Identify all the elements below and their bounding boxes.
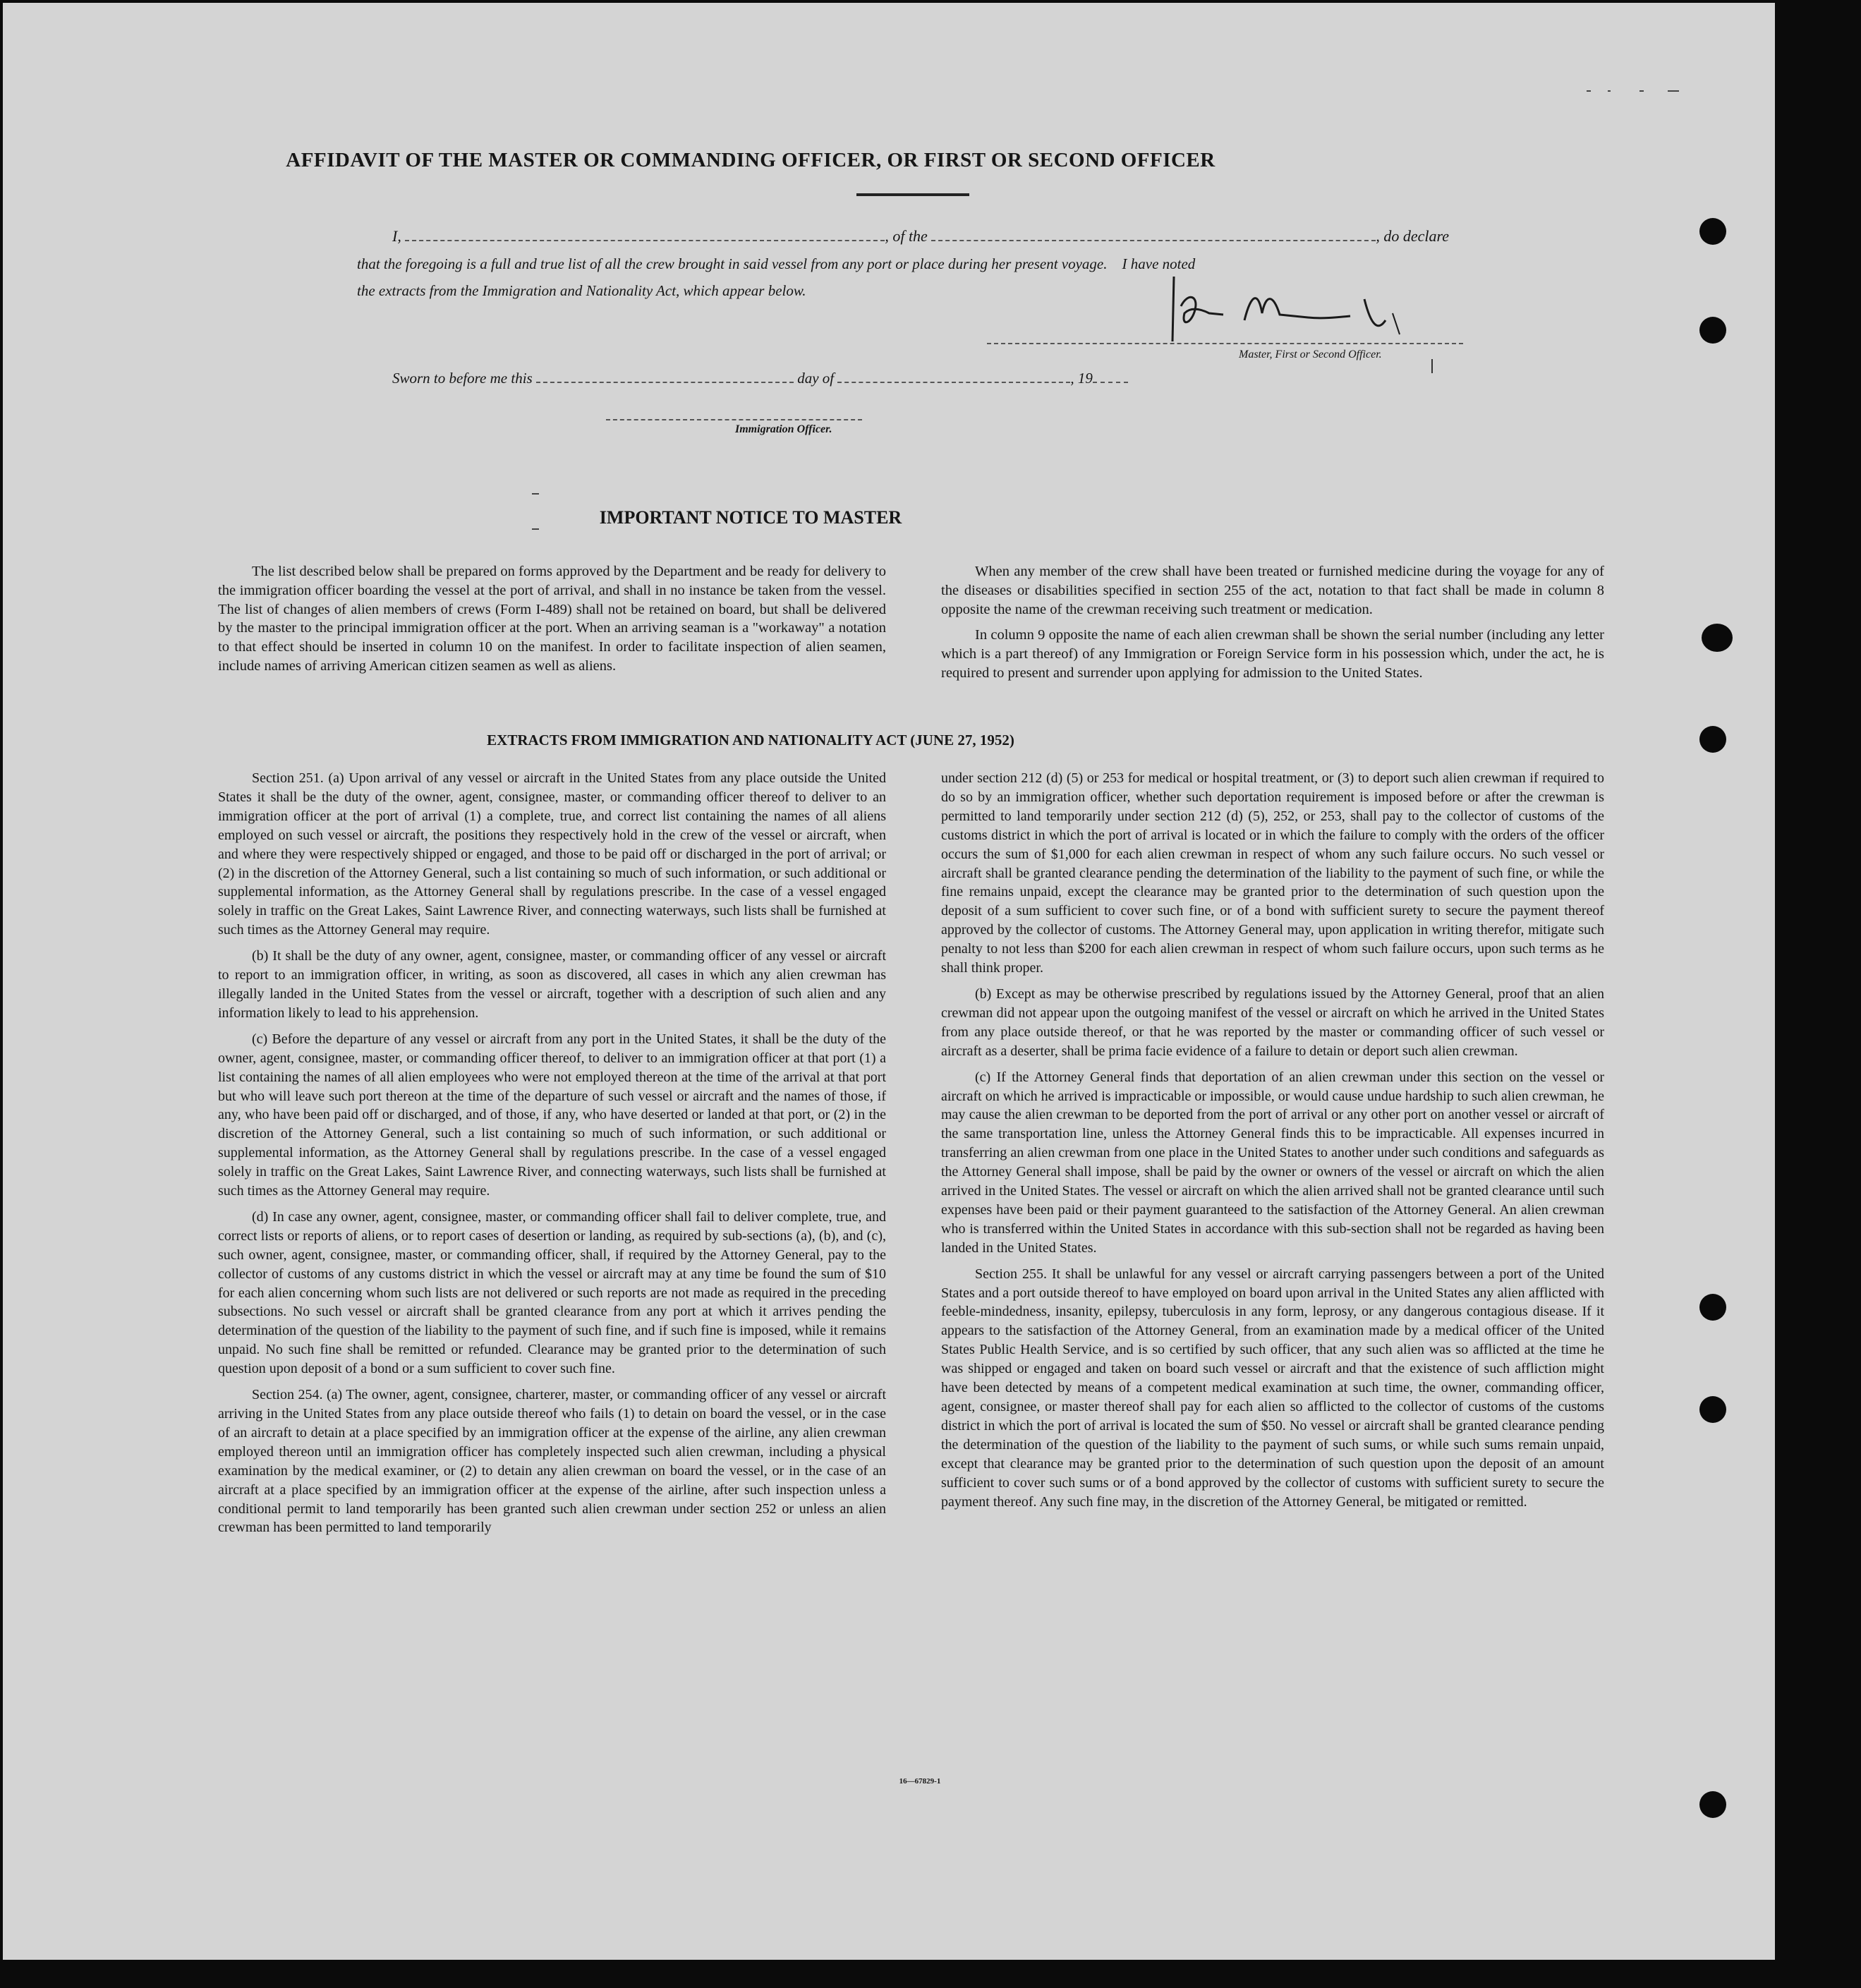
extract-paragraph: Section 255. It shall be unlawful for any vessel or aircraft carrying passengers between a port of the United States and a port outside thereof to have employed on board upon arrival in the United States any alien afflicted with feeble-mindedness, insanity, epilepsy, tuberculosis in any form, leprosy, or any dangerous contagious disease. If it appears to the satisfaction of the Attorney General, from an examination made by a medical officer of the United States Public Health Service, and is so certified by such officer, that any such alien was so afflicted at the time he was shipped or engaged and taken on board such vessel or aircraft and that the existence of such affliction might have been detected by means of a competent medical examination at such time, the owner, commanding officer, agent, consignee, or master thereof shall pay for each alien so afflicted to the collector of customs of the customs district in which the port of arrival is located the sum of $50. No vessel or aircraft shall be granted clearance pending the determination of the question of the liability to the payment of such sums, or while such sums remain unpaid, except that clearance may be granted prior to the determination of such question upon the deposit of an amount sufficient to cover such sums or of a bond approved by the collector of customs with sufficient surety to secure the payment thereof. Any such fine may, in the discretion of the Attorney General, be mitigated or remitted. xyxy=(941,1266,1604,1510)
master-signature xyxy=(1160,271,1470,348)
master-signature-line[interactable] xyxy=(987,343,1463,344)
notice-paragraph: In column 9 opposite the name of each alien crewman shall be shown the serial number (including any letter which is a part thereof) of any Immigration or Foreign Service form in his possession which, under the act, he is required to present and surrender upon applying for admission to the United States. xyxy=(941,627,1604,681)
extract-paragraph: (b) Except as may be otherwise prescribed by regulations issued by the Attorney General, proof that an alien crewman did not appear upon the outgoing manifest of the vessel or aircraft on which he arrived in the United States from any place outside thereof, or that he was reported by the master or commanding officer of such vessel or aircraft as a deserter, shall be prima facie evidence of a failure to detain or deport such alien crewman. xyxy=(941,986,1604,1059)
speck xyxy=(1639,90,1644,92)
extract-paragraph: (c) Before the departure of any vessel or aircraft from any port in the United States, it shall be the duty of the owner, agent, consignee, master, or commanding officer thereof, to deliver to an immigration officer at that port (1) a list containing the names of all alien employees who were not employed thereon at the time of the arrival at that port but who will leave such port thereon at the time of the departure of such vessel or aircraft and the names of those, if any, who have been paid off or discharged, and of those, if any, who have deserted or landed at that port, or (2) in the discretion of the Attorney General, such a list containing so much of such information, or such additional or supplemental information, as the Attorney General shall by regulations prescribe. In the case of a vessel engaged solely in traffic on the Great Lakes, Saint Lawrence River, and connecting waterways, such lists shall be furnished at such times as the Attorney General may require. xyxy=(218,1031,886,1199)
margin-mark xyxy=(532,493,539,495)
notice-right-column xyxy=(941,562,1604,690)
affidavit-line-1 xyxy=(392,227,1449,246)
i-label: I, xyxy=(392,227,401,245)
affidavit-title: AFFIDAVIT OF THE MASTER OR COMMANDING OFFICER, OR FIRST OR SECOND OFFICER xyxy=(286,149,1216,171)
extract-paragraph: Section 251. (a) Upon arrival of any vessel or aircraft in the United States from any place outside the United States it shall be the duty of the owner, agent, consignee, master, or commanding officer thereof to deliver to an immigration officer at the port of arrival (1) a complete, true, and correct list containing the names of all aliens employed on such vessel or aircraft, the positions they respectively hold in the crew of the vessel or aircraft, when and where they were respectively shipped or engaged, and those to be paid off or discharged in the port of arrival; or (2) in the discretion of the Attorney General, such a list containing so much of such information, or such additional or supplemental information, as the Attorney General shall by regulations prescribe. In the case of a vessel engaged solely in traffic on the Great Lakes, Saint Lawrence River, and connecting waterways, such lists shall be furnished at such times as the Attorney General may require. xyxy=(218,770,886,938)
master-label: Master, First or Second Officer. xyxy=(1239,348,1382,360)
extracts-title: EXTRACTS FROM IMMIGRATION AND NATIONALITY ACT (JUNE 27, 1952) xyxy=(487,732,1014,748)
title-rule xyxy=(856,193,969,196)
officer-signature-line[interactable] xyxy=(606,419,862,420)
sworn-line xyxy=(392,370,1128,387)
notice-title: IMPORTANT NOTICE TO MASTER xyxy=(599,507,902,528)
binder-hole xyxy=(1702,624,1733,652)
vessel-blank[interactable] xyxy=(931,240,1376,241)
declare-label: , do declare xyxy=(1376,227,1449,245)
year-label: , 19 xyxy=(1070,370,1093,387)
binder-hole xyxy=(1699,218,1726,245)
binder-hole xyxy=(1699,726,1726,753)
extract-paragraph: under section 212 (d) (5) or 253 for medical or hospital treatment, or (3) to deport such alien crewman if required to do so by an immigration officer, whether such deportation requirement is imposed before or after the crewman is permitted to land temporarily under section 212 (d) (5), 252, or 253, shall pay to the collector of customs of the customs district in which the port of arrival is located or in which the failure to comply with the orders of the officer occurs the sum of $1,000 for each alien crewman in respect of whom any such failure occurs. No such vessel or aircraft shall be granted clearance pending the determination of the liability to the payment of such fine, or while the fine remains unpaid, except the clearance may be granted prior to the determination of such question upon the deposit of a sum sufficient to cover such fine, or of a bond with sufficient surety to secure the payment thereof approved by the collector of customs. The Attorney General may, upon application in writing therefor, mitigate such penalty to not less than $200 for each alien crewman in respect of whom such failure occurs, upon such terms as he shall think proper. xyxy=(941,770,1604,976)
sworn-month-blank[interactable] xyxy=(837,382,1070,383)
notice-left-column xyxy=(218,562,886,683)
sworn-label: Sworn to before me this xyxy=(392,370,533,387)
day-of-label: day of xyxy=(797,370,835,387)
affidavit-statement: that the foregoing is a full and true list of all the crew brought in said vessel from any port or place during her present voyage. xyxy=(357,255,1108,272)
margin-mark xyxy=(532,528,539,530)
form-number: 16—67829-1 xyxy=(899,1777,941,1786)
binder-hole xyxy=(1699,1396,1726,1423)
speck xyxy=(1668,90,1679,92)
binder-hole xyxy=(1699,317,1726,344)
affidavit-line-2 xyxy=(357,255,1195,273)
extract-paragraph: (b) It shall be the duty of any owner, agent, consignee, master, or commanding officer of any vessel or aircraft to report to an immigration officer, in writing, as soon as discovered, all cases in which any alien crewman has illegally landed in the United States from the vessel or aircraft, together with a description of such alien and any information likely to lead to his apprehension. xyxy=(218,948,886,1021)
extract-paragraph: (d) In case any owner, agent, consignee, master, or commanding officer shall fail to deliver complete, true, and correct lists or reports of aliens, or to report cases of desertion or landing, as required by sub-sections (a), (b), and (c), such owner, agent, consignee, master, or commanding officer, shall, if required by the Attorney General, pay to the collector of customs of any customs district in which the vessel or aircraft may at any time be found the sum of $10 for each alien concerning whom such lists are not delivered or such reports are not made as required in the preceding subsections. No such vessel or aircraft shall be granted clearance from any port at which it arrives pending the determination of the question of the liability to the payment of such fine, and if such fine is imposed, while it remains unpaid. No such fine shall be remitted or refunded. Clearance may be granted prior to the determination of such question upon deposit of a bond or a sum sufficient to cover such fine. xyxy=(218,1208,886,1377)
name-blank[interactable] xyxy=(405,240,885,241)
speck xyxy=(1587,90,1591,92)
noted-label: I have noted xyxy=(1122,255,1196,272)
of-the-label: , of the xyxy=(885,227,928,245)
affidavit-line-3: the extracts from the Immigration and Nationality Act, which appear below. xyxy=(357,282,806,299)
notice-paragraph: When any member of the crew shall have been treated or furnished medicine during the voyage for any of the diseases or disabilities specified in section 255 of the act, notation to that fact shall be made in column 8 opposite the name of the crewman receiving such treatment or medication. xyxy=(941,564,1604,617)
binder-hole xyxy=(1699,1791,1726,1818)
document-page xyxy=(3,3,1775,1960)
extract-paragraph: (c) If the Attorney General finds that deportation of an alien crewman under this section on the vessel or aircraft on which he arrived is impracticable or impossible, or would cause undue hardship to such alien crewman, he may cause the alien crewman to be deported from the port of arrival or any other port on another vessel or aircraft of the same transportation line, unless the Attorney General finds this to be impracticable. All expenses incurred in transferring an alien crewman from one place in the United States to another under such conditions and safeguards as the Attorney General shall impose, shall be paid by the owner or owners of the vessel or aircraft on which the alien arrived in the United States. The vessel or aircraft on which the alien arrived shall not be granted clearance until such expenses have been paid or their payment guaranteed to the satisfaction of the Attorney General. An alien crewman who is transferred within the United States in accordance with this sub-section shall not be regarded as having been landed in the United States. xyxy=(941,1069,1604,1256)
extracts-right-column xyxy=(941,769,1604,1518)
officer-label: Immigration Officer. xyxy=(735,423,832,435)
sworn-year-blank[interactable] xyxy=(1093,382,1128,383)
binder-hole xyxy=(1699,1294,1726,1321)
extract-paragraph: Section 254. (a) The owner, agent, consignee, charterer, master, or commanding officer of any vessel or aircraft arriving in the United States from any place outside thereof who fails (1) to detain on board the vessel, or in the case of an aircraft to detain at a place specified by an immigration officer at the expense of the airline, any alien crewman employed thereon until an immigration officer has completely inspected such alien crewman, including a physical examination by the medical examiner, or (2) to detain any alien crewman on board the vessel, or in the case of an aircraft at a place specified by an immigration officer at the expense of the airline, after such inspection unless a conditional permit to land temporarily has been granted such alien crewman under section 252 or unless an alien crewman has been permitted to land temporarily xyxy=(218,1387,886,1536)
speck xyxy=(1608,90,1611,92)
extracts-left-column xyxy=(218,769,886,1544)
sworn-day-blank[interactable] xyxy=(536,382,794,383)
notice-paragraph: The list described below shall be prepared on forms approved by the Department and be ready for delivery to the immigration officer boarding the vessel at the port of arrival, and shall in no instance be taken from the vessel. The list of changes of alien members of crews (Form I-489) shall not be retained on board, but shall be delivered by the master to the principal immigration officer at the port. When an arriving seaman is a "workaway" a notation to that effect should be inserted in column 10 on the manifest. In order to facilitate inspection of alien seamen, include names of arriving American citizen seamen as well as aliens. xyxy=(218,564,886,674)
signature-bracket xyxy=(1431,359,1433,373)
